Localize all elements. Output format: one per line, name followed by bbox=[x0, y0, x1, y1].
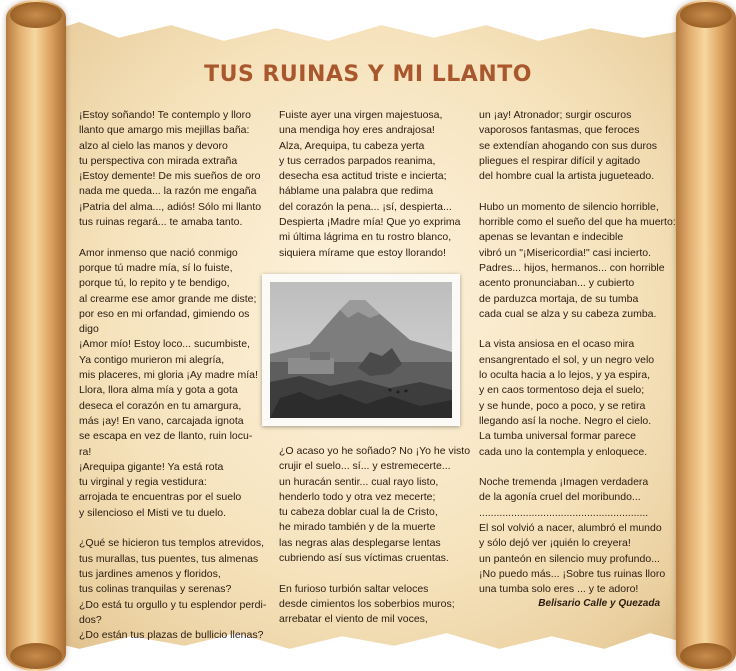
poem-line: deseca el corazón en tu amargura, bbox=[79, 399, 242, 412]
poem-line: tus murallas, tus puentes, tus almenas bbox=[79, 552, 259, 565]
poem-line: nada me queda... la razón me engaña bbox=[79, 185, 257, 198]
poem-line: y se hunde, poco a poco, y se retira bbox=[479, 399, 646, 412]
poem-line: tus jardines amenos y floridos, bbox=[79, 567, 221, 580]
poem-line: apenas se levantan e indecible bbox=[479, 231, 624, 244]
poem-line: y silencioso el Misti ve tu duelo. bbox=[79, 506, 227, 519]
poem-line: La vista ansiosa en el ocaso mira bbox=[479, 338, 635, 351]
poem-line: las negras alas desplegarse lentas bbox=[279, 536, 441, 549]
poem-line: más ¡ay! En vano, carcajada ignota bbox=[79, 414, 244, 427]
poem-line: .......................................................... bbox=[479, 506, 649, 519]
poem-line: porque tú madre mía, sí lo fuiste, bbox=[79, 261, 233, 274]
poem-line: pliegues el respirar difícil y agitado bbox=[479, 154, 641, 167]
author-signature: Belisario Calle y Quezada bbox=[538, 598, 660, 609]
poem-line: En furioso turbión saltar veloces bbox=[279, 582, 429, 595]
poem-line: ¿Qué se hicieron tus templos atrevidos, bbox=[79, 537, 265, 550]
poem-line: llanto que amargo mis mejillas baña: bbox=[79, 124, 250, 137]
poem-line: digo bbox=[79, 323, 99, 336]
poem-line: tus colinas tranquilas y serenas? bbox=[79, 583, 232, 596]
poem-column-2-top bbox=[279, 108, 469, 261]
roll-cap-bottom bbox=[10, 643, 62, 669]
poem-line: ¡Estoy soñando! Te contemplo y lloro bbox=[79, 109, 251, 121]
poem-line: por eso en mi orfandad, gimiendo os bbox=[79, 307, 250, 320]
poem-line: tu virginal y regia vestidura: bbox=[79, 476, 207, 489]
poem-column-2-bottom bbox=[279, 444, 469, 628]
poem-line bbox=[479, 184, 679, 199]
poem-line: La tumba universal formar parece bbox=[479, 430, 636, 443]
poem-line: un panteón en silencio muy profundo... bbox=[479, 552, 660, 565]
poem-line: Ya contigo murieron mi alegría, bbox=[79, 353, 225, 366]
misti-volcano-ruins-image bbox=[270, 282, 452, 418]
scroll-roll-right bbox=[676, 0, 736, 671]
poem-line: Noche tremenda ¡Imagen verdadera bbox=[479, 476, 649, 489]
poem-line: vibró un "¡Misericordia!" casi incierto. bbox=[479, 246, 652, 259]
poem-line: ¿Do está tu orgullo y tu esplendor perdi- bbox=[79, 598, 267, 611]
poem-line: de parduzca mortaja, de su tumba bbox=[479, 292, 639, 305]
poem-line: desecha esa actitud triste e incierta; bbox=[279, 170, 447, 183]
poem-line: desde cimientos los soberbios muros; bbox=[279, 597, 455, 610]
poem-line: Padres... hijos, hermanos... con horrible bbox=[479, 261, 665, 274]
poem-line: lo oculta hacia a lo lejos, y ya espira, bbox=[479, 369, 651, 382]
scroll-roll-left bbox=[6, 0, 66, 671]
poem-line: alzo al cielo las manos y devoro bbox=[79, 139, 228, 152]
poem-line: tu perspectiva con mirada extraña bbox=[79, 154, 238, 167]
poem-line: háblame una palabra que redima bbox=[279, 185, 434, 198]
poem-line: mi última lágrima en tu rostro blanco, bbox=[279, 231, 452, 244]
poem-line: un huracán sentir... cual rayo listo, bbox=[279, 475, 439, 488]
poem-line: arrojada te encuentras por el suelo bbox=[79, 491, 242, 504]
poem-column-1 bbox=[79, 108, 274, 643]
poem-line: Alza, Arequipa, tu cabeza yerta bbox=[279, 139, 425, 152]
poem-line: cada uno la contempla y enloquece. bbox=[479, 445, 648, 458]
poem-line: del hombre cual la artista jugueteado. bbox=[479, 170, 655, 183]
poem-line: y tus cerrados parpados reanima, bbox=[279, 154, 436, 167]
poem-title: TUS RUINAS Y MI LLANTO bbox=[204, 62, 532, 87]
poem-line bbox=[79, 521, 274, 536]
poem-line: ra! bbox=[79, 445, 92, 458]
poem-line: arrebatar el viento de mil voces, bbox=[279, 613, 428, 626]
poem-line: al crearme ese amor grande me diste; bbox=[79, 292, 257, 305]
poem-line: horrible como el sueño del que ha muerto: bbox=[479, 216, 676, 229]
poem-column-3 bbox=[479, 108, 679, 598]
poem-line: y sólo dejó ver ¡quién lo creyera! bbox=[479, 537, 631, 550]
poem-line: del corazón la pena... ¡sí, despierta... bbox=[279, 200, 452, 213]
poem-line: ¡No puedo más... ¡Sobre tus ruinas lloro bbox=[479, 567, 666, 580]
poem-line: tu cabeza doblar cual la de Cristo, bbox=[279, 506, 438, 519]
poem-line: un ¡ay! Atronador; surgir oscuros bbox=[479, 109, 632, 121]
roll-cap-top bbox=[680, 2, 732, 28]
poem-line: cada cual se alza y su cabeza zumba. bbox=[479, 307, 657, 320]
poem-line: Fuiste ayer una virgen majestuosa, bbox=[279, 109, 443, 121]
poem-line: acento pronunciaban... y cubierto bbox=[479, 277, 635, 290]
poem-line: porque tú, lo repito y te bendigo, bbox=[79, 277, 230, 290]
poem-line: tus ruinas regará... te amaba tanto. bbox=[79, 216, 243, 229]
poem-line bbox=[479, 322, 679, 337]
poem-line: se escapa en vez de llanto, ruin locu- bbox=[79, 430, 253, 443]
poem-line: se extendían ahogando con sus duros bbox=[479, 139, 658, 152]
poem-line: Amor inmenso que nació conmigo bbox=[79, 246, 238, 259]
poem-line: dos? bbox=[79, 613, 102, 626]
poem-line: una tumba solo eres ... y te adoro! bbox=[479, 583, 639, 596]
poem-line: ¡Estoy demente! De mis sueños de oro bbox=[79, 170, 261, 183]
poem-line: ensangrentado el sol, y un negro velo bbox=[479, 353, 655, 366]
poem-line: crujir el suelo... sí... y estremecerte... bbox=[279, 460, 451, 473]
poem-line: ¡Patria del alma..., adiós! Sólo mi llanto bbox=[79, 200, 262, 213]
poem-line bbox=[279, 566, 469, 581]
poem-line: mis placeres, mi gloria ¡Ay madre mía! bbox=[79, 369, 258, 382]
poem-line: siquiera mírame que estoy llorando! bbox=[279, 246, 446, 259]
roll-cap-bottom bbox=[680, 643, 732, 669]
poem-line: ¿O acaso yo he soñado? No ¡Yo he visto bbox=[279, 445, 471, 457]
poem-line: vaporosos fantasmas, que feroces bbox=[479, 124, 640, 137]
poem-line: y en caos tormentoso deja el suelo; bbox=[479, 384, 645, 397]
poem-line: henderlo todo y otra vez mecerte; bbox=[279, 490, 436, 503]
poem-line: llegando así la noche. Negro el cielo. bbox=[479, 414, 652, 427]
poem-line bbox=[79, 230, 274, 245]
poem-line: ¡Amor mío! Estoy loco... sucumbiste, bbox=[79, 338, 250, 351]
poem-line: he mirado también y de la muerte bbox=[279, 521, 436, 534]
volcano-photograph bbox=[262, 274, 460, 426]
poem-line: de la agonía cruel del moribundo... bbox=[479, 491, 641, 504]
poem-line bbox=[479, 460, 679, 475]
poem-line: El sol volvió a nacer, alumbró el mundo bbox=[479, 522, 662, 535]
poem-line: Despierta ¡Madre mía! Que yo exprima bbox=[279, 216, 461, 229]
poem-line: ¡Arequipa gigante! Ya está rota bbox=[79, 460, 224, 473]
poem-line: Hubo un momento de silencio horrible, bbox=[479, 200, 659, 213]
poem-line: ¿Do están tus plazas de bullicio llenas? bbox=[79, 629, 264, 642]
poem-line: Llora, llora alma mía y gota a gota bbox=[79, 384, 238, 397]
poem-line: una mendiga hoy eres andrajosa! bbox=[279, 124, 435, 137]
poem-line: cubriendo así sus víctimas cruentas. bbox=[279, 552, 449, 565]
roll-cap-top bbox=[10, 2, 62, 28]
